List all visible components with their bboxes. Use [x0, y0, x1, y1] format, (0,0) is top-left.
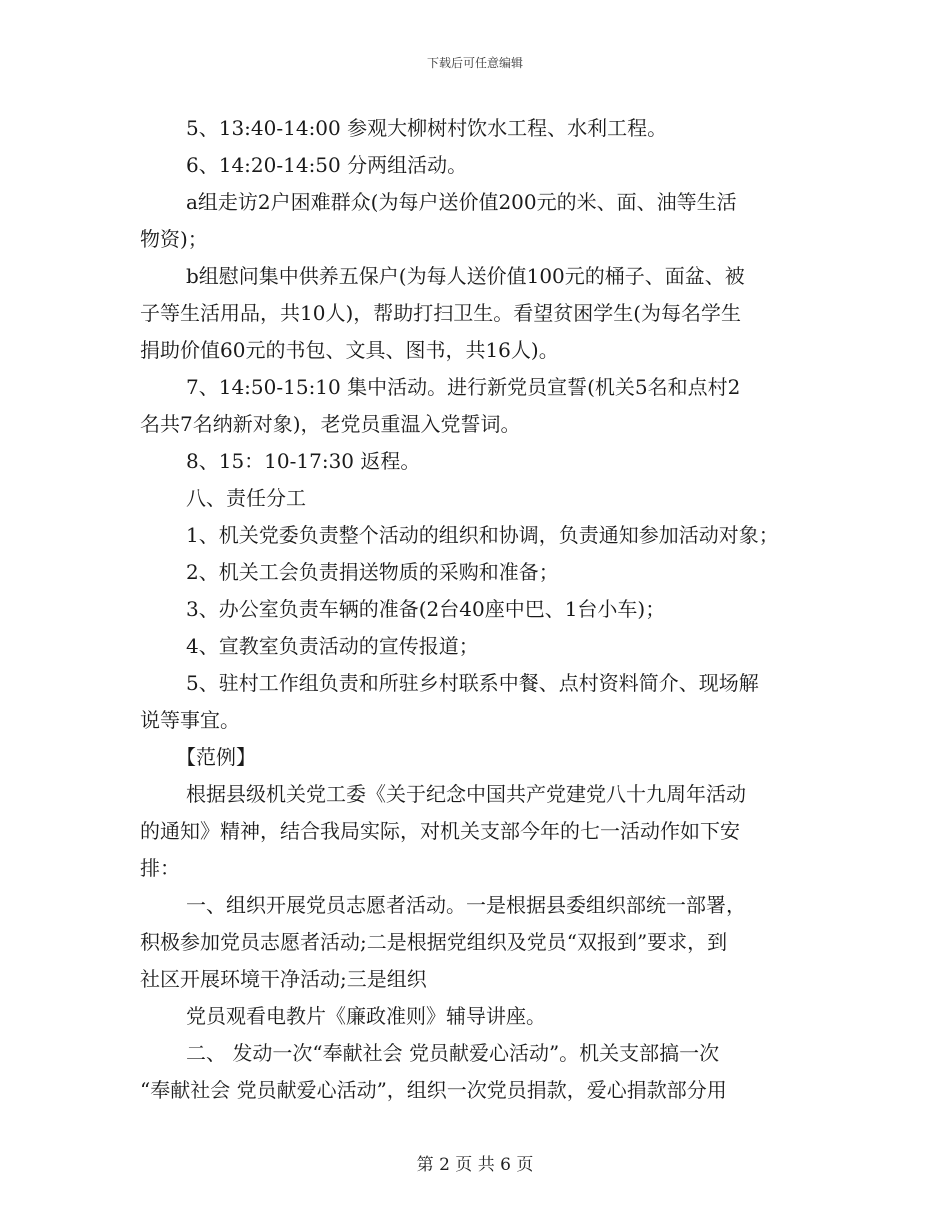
text-line: 党员观看电教片《廉政准则》辅导讲座。 — [186, 1004, 546, 1028]
text-line: 物资)； — [140, 227, 208, 251]
text-line: 排： — [140, 856, 180, 880]
text-line: 5、13:40-14:00 参观大柳树村饮水工程、水利工程。 — [186, 116, 668, 140]
text-line: 捐助价值60元的书包、文具、图书，共16人)。 — [140, 338, 559, 362]
section-heading: 八、责任分工 — [186, 486, 306, 510]
text-line: b组慰问集中供养五保户(为每人送价值100元的桶子、面盆、被 — [186, 264, 745, 288]
page-header: 下载后可任意编辑 — [426, 56, 523, 70]
text-line: 说等事宜。 — [140, 708, 240, 732]
text-line: 的通知》精神，结合我局实际，对机关支部今年的七一活动作如下安 — [140, 819, 740, 843]
text-line: 2、机关工会负责捐送物质的采购和准备； — [186, 560, 559, 584]
text-line: “奉献社会 党员献爱心活动”，组织一次党员捐款，爱心捐款部分用 — [140, 1078, 727, 1102]
text-line: 根据县级机关党工委《关于纪念中国共产党建党八十九周年活动 — [186, 782, 746, 806]
page-number: 第 2 页 共 6 页 — [416, 1155, 534, 1175]
text-line: 5、驻村工作组负责和所驻乡村联系中餐、点村资料简介、现场解 — [186, 671, 759, 695]
text-line: 二、 发动一次“奉献社会 党员献爱心活动”。机关支部搞一次 — [186, 1041, 720, 1065]
text-line: 积极参加党员志愿者活动;二是根据党组织及党员“双报到”要求，到 — [140, 930, 728, 954]
text-line: 一、组织开展党员志愿者活动。一是根据县委组织部统一部署， — [186, 893, 746, 917]
text-line: 子等生活用品，共10人)，帮助打扫卫生。看望贫困学生(为每名学生 — [140, 301, 742, 325]
text-line: a组走访2户困难群众(为每户送价值200元的米、面、油等生活 — [186, 190, 737, 214]
text-line: 名共7名纳新对象)，老党员重温入党誓词。 — [140, 412, 521, 436]
text-line: 1、机关党委负责整个活动的组织和协调，负责通知参加活动对象； — [186, 523, 779, 547]
example-heading: 【范例】 — [176, 745, 256, 769]
text-line: 3、办公室负责车辆的准备(2台40座中巴、1台小车)； — [186, 597, 666, 621]
document-body — [140, 110, 820, 1109]
text-line: 8、15：10-17:30 返程。 — [186, 449, 421, 473]
text-line: 社区开展环境干净活动;三是组织 — [140, 967, 427, 991]
text-line: 4、宣教室负责活动的宣传报道； — [186, 634, 479, 658]
text-line: 6、14:20-14:50 分两组活动。 — [186, 153, 468, 177]
text-line: 7、14:50-15:10 集中活动。进行新党员宣誓(机关5名和点村2 — [186, 375, 741, 399]
